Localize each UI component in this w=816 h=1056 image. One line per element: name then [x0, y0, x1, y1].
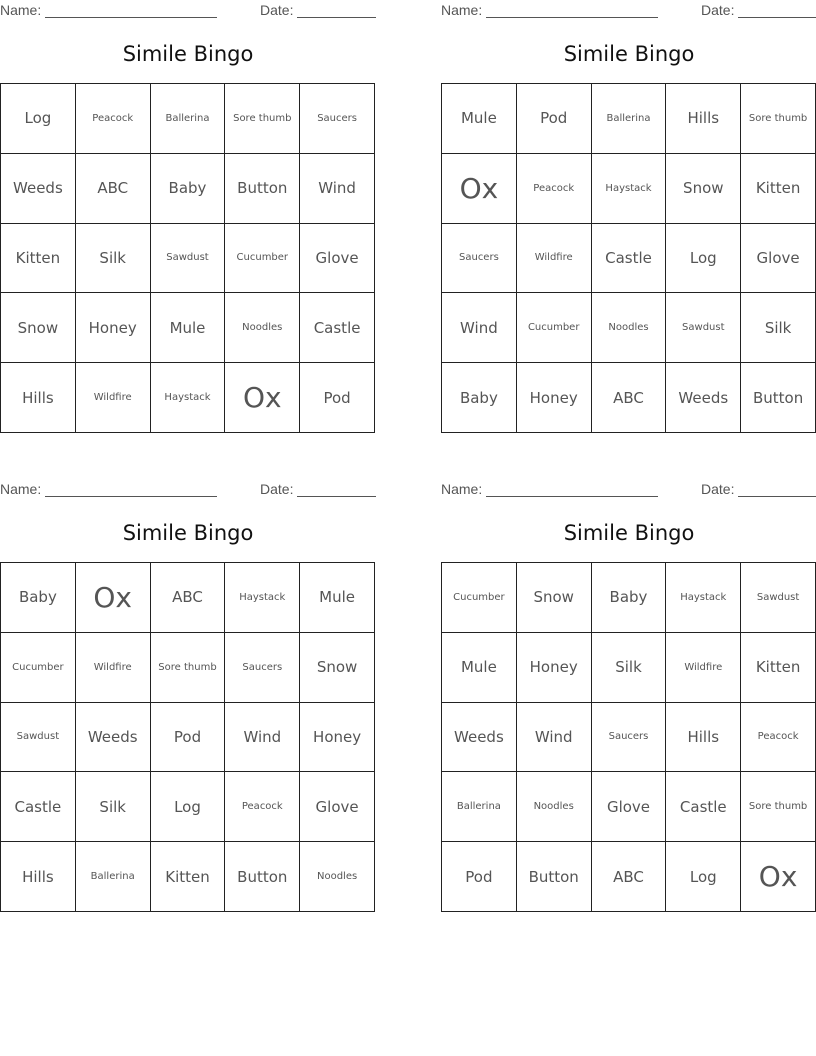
date-label: Date:	[701, 481, 735, 497]
bingo-cell[interactable]: Sore thumb	[741, 84, 816, 154]
bingo-cell[interactable]: Pod	[151, 703, 226, 773]
bingo-cell[interactable]: Haystack	[592, 154, 667, 224]
bingo-cell[interactable]: Snow	[666, 154, 741, 224]
bingo-grid	[0, 562, 375, 912]
bingo-cell[interactable]: Button	[225, 842, 300, 912]
bingo-cell[interactable]: Haystack	[666, 563, 741, 633]
date-line[interactable]	[297, 17, 376, 18]
bingo-cell[interactable]: Silk	[741, 293, 816, 363]
name-label: Name:	[441, 2, 483, 18]
bingo-cell[interactable]: Kitten	[151, 842, 226, 912]
bingo-cell[interactable]: Pod	[442, 842, 517, 912]
name-line[interactable]	[486, 496, 658, 497]
bingo-cell[interactable]: Ballerina	[151, 84, 226, 154]
bingo-cell[interactable]: Pod	[300, 363, 375, 433]
bingo-cell[interactable]: Glove	[741, 224, 816, 294]
bingo-cell[interactable]: Sore thumb	[741, 772, 816, 842]
bingo-card-4	[441, 479, 816, 914]
bingo-cell[interactable]: Button	[741, 363, 816, 433]
bingo-cell[interactable]: Cucumber	[517, 293, 592, 363]
name-label: Name:	[441, 481, 483, 497]
bingo-cell[interactable]: Peacock	[517, 154, 592, 224]
bingo-cell[interactable]: Weeds	[1, 154, 76, 224]
bingo-grid	[0, 83, 375, 433]
bingo-cell[interactable]: Sawdust	[1, 703, 76, 773]
bingo-cell[interactable]: Glove	[300, 772, 375, 842]
bingo-cell[interactable]: Sawdust	[666, 293, 741, 363]
bingo-cell[interactable]: Honey	[76, 293, 151, 363]
bingo-cell[interactable]: Ballerina	[592, 84, 667, 154]
bingo-cell[interactable]: ABC	[592, 842, 667, 912]
bingo-cell[interactable]: Wind	[517, 703, 592, 773]
name-line[interactable]	[45, 496, 217, 497]
bingo-cell[interactable]: Silk	[76, 772, 151, 842]
bingo-cell[interactable]: Saucers	[300, 84, 375, 154]
bingo-cell[interactable]: Kitten	[741, 633, 816, 703]
bingo-cell[interactable]: Log	[666, 842, 741, 912]
bingo-cell[interactable]: Haystack	[225, 563, 300, 633]
bingo-cell[interactable]: Mule	[151, 293, 226, 363]
bingo-cell[interactable]: Wind	[300, 154, 375, 224]
bingo-cell[interactable]: Hills	[1, 363, 76, 433]
bingo-cell[interactable]: Glove	[300, 224, 375, 294]
bingo-cell[interactable]: ABC	[592, 363, 667, 433]
bingo-cell[interactable]: ABC	[76, 154, 151, 224]
name-date-row	[0, 481, 376, 499]
date-line[interactable]	[297, 496, 376, 497]
bingo-cell[interactable]: Saucers	[442, 224, 517, 294]
bingo-cell[interactable]: Sawdust	[741, 563, 816, 633]
bingo-cell[interactable]: Haystack	[151, 363, 226, 433]
bingo-grid	[441, 562, 816, 912]
bingo-grid	[441, 83, 816, 433]
bingo-cell[interactable]: Peacock	[225, 772, 300, 842]
bingo-cell[interactable]: Wildfire	[76, 633, 151, 703]
bingo-cell[interactable]: Hills	[666, 84, 741, 154]
bingo-cell[interactable]: Peacock	[76, 84, 151, 154]
bingo-cell[interactable]: Noodles	[225, 293, 300, 363]
bingo-cell[interactable]: Ox	[741, 842, 816, 912]
bingo-cell[interactable]: Castle	[592, 224, 667, 294]
bingo-cell[interactable]: Castle	[1, 772, 76, 842]
bingo-cell[interactable]: Snow	[1, 293, 76, 363]
name-label: Name:	[0, 481, 42, 497]
bingo-cell[interactable]: Noodles	[517, 772, 592, 842]
bingo-cell[interactable]: Cucumber	[225, 224, 300, 294]
bingo-card-3	[0, 479, 376, 914]
bingo-cell[interactable]: Glove	[592, 772, 667, 842]
bingo-cell[interactable]: Castle	[666, 772, 741, 842]
bingo-cell[interactable]: Silk	[592, 633, 667, 703]
name-date-row	[0, 2, 376, 20]
name-line[interactable]	[486, 17, 658, 18]
date-line[interactable]	[738, 17, 816, 18]
bingo-cell[interactable]: Weeds	[666, 363, 741, 433]
bingo-cell[interactable]: Kitten	[741, 154, 816, 224]
bingo-cell[interactable]: Baby	[1, 563, 76, 633]
bingo-cell[interactable]: Ballerina	[76, 842, 151, 912]
name-date-row	[441, 2, 816, 20]
bingo-cell[interactable]: Button	[225, 154, 300, 224]
bingo-cell[interactable]: Wildfire	[666, 633, 741, 703]
bingo-cell[interactable]: Ballerina	[442, 772, 517, 842]
bingo-cell[interactable]: Wildfire	[517, 224, 592, 294]
bingo-cell[interactable]: Honey	[517, 633, 592, 703]
bingo-cell[interactable]: Log	[1, 84, 76, 154]
bingo-cell[interactable]: Silk	[76, 224, 151, 294]
card-title: Simile Bingo	[563, 42, 695, 66]
bingo-cell[interactable]: Saucers	[592, 703, 667, 773]
bingo-cell[interactable]: Weeds	[442, 703, 517, 773]
bingo-cell[interactable]: Mule	[300, 563, 375, 633]
bingo-cell[interactable]: Noodles	[592, 293, 667, 363]
date-label: Date:	[701, 2, 735, 18]
bingo-cell[interactable]: Button	[517, 842, 592, 912]
bingo-cell[interactable]: Castle	[300, 293, 375, 363]
bingo-cell[interactable]: Wind	[442, 293, 517, 363]
bingo-cell[interactable]: Log	[666, 224, 741, 294]
name-line[interactable]	[45, 17, 217, 18]
bingo-cell[interactable]: Hills	[666, 703, 741, 773]
bingo-cell[interactable]: Ox	[76, 563, 151, 633]
bingo-cell[interactable]: Saucers	[225, 633, 300, 703]
bingo-cell[interactable]: Mule	[442, 84, 517, 154]
bingo-cell[interactable]: Ox	[225, 363, 300, 433]
name-label: Name:	[0, 2, 42, 18]
date-label: Date:	[260, 2, 294, 18]
bingo-cell[interactable]: Snow	[300, 633, 375, 703]
bingo-cell[interactable]: Cucumber	[442, 563, 517, 633]
bingo-cell[interactable]: Hills	[1, 842, 76, 912]
bingo-cell[interactable]: Log	[151, 772, 226, 842]
bingo-cell[interactable]: Honey	[300, 703, 375, 773]
bingo-cell[interactable]: Weeds	[76, 703, 151, 773]
card-title: Simile Bingo	[122, 42, 254, 66]
bingo-cell[interactable]: Baby	[151, 154, 226, 224]
bingo-cell[interactable]: Sore thumb	[151, 633, 226, 703]
bingo-cell[interactable]: Wind	[225, 703, 300, 773]
name-date-row	[441, 481, 816, 499]
bingo-card-2	[441, 0, 816, 435]
date-label: Date:	[260, 481, 294, 497]
card-title: Simile Bingo	[563, 521, 695, 545]
bingo-cell[interactable]: Pod	[517, 84, 592, 154]
bingo-cell[interactable]: Mule	[442, 633, 517, 703]
bingo-cell[interactable]: Wildfire	[76, 363, 151, 433]
bingo-cell[interactable]: Sore thumb	[225, 84, 300, 154]
bingo-cell[interactable]: Peacock	[741, 703, 816, 773]
bingo-cell[interactable]: Kitten	[1, 224, 76, 294]
bingo-cell[interactable]: Noodles	[300, 842, 375, 912]
bingo-cell[interactable]: Sawdust	[151, 224, 226, 294]
date-line[interactable]	[738, 496, 816, 497]
bingo-cell[interactable]: Baby	[442, 363, 517, 433]
bingo-cell[interactable]: Cucumber	[1, 633, 76, 703]
bingo-cell[interactable]: Honey	[517, 363, 592, 433]
bingo-cell[interactable]: Baby	[592, 563, 667, 633]
card-title: Simile Bingo	[122, 521, 254, 545]
bingo-cell[interactable]: Snow	[517, 563, 592, 633]
bingo-card-1	[0, 0, 376, 435]
bingo-cell[interactable]: Ox	[442, 154, 517, 224]
bingo-cell[interactable]: ABC	[151, 563, 226, 633]
